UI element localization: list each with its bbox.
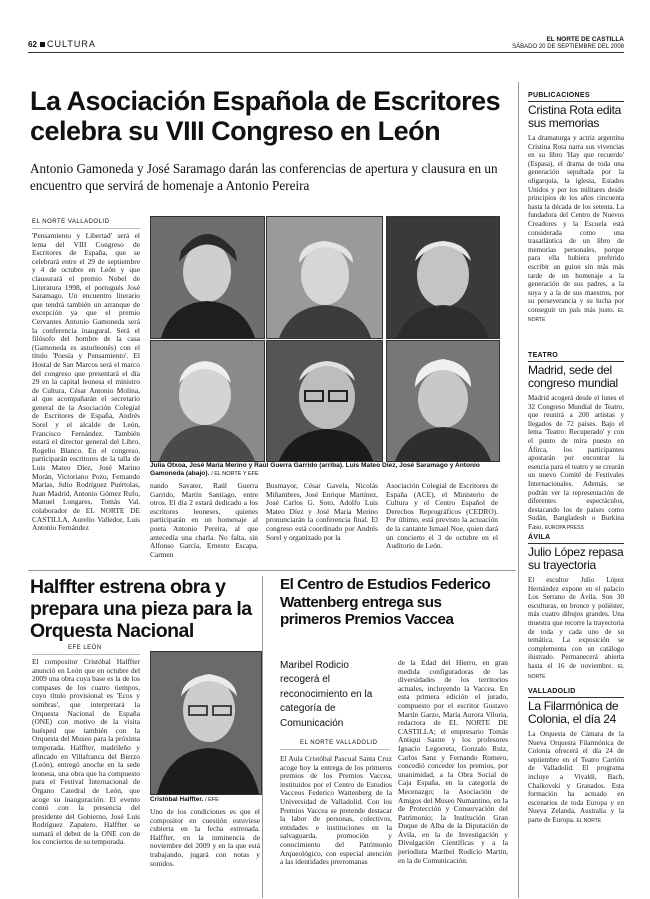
portrait-image <box>151 341 264 461</box>
sidebar-section-title: La Filarmónica de Colonia, el día 24 <box>528 699 619 726</box>
halffter-byline: EFE LEÓN <box>68 645 102 651</box>
vaccea-headline: El Centro de Estudios Federico Wattenberg entrega sus primeros Premios Vaccea <box>280 576 491 628</box>
main-col4: Asociación Colegial de Escritores de España (ACE), el Ministerio de Cultura y el Centro Español de Derechos Reprográficos (CEDRO). Por último, está previsto la actuación de la cantante Ismael Noe, quien dará un concierto el 3 de octubre en el Auditorio de León. <box>386 481 498 551</box>
vaccea-col1: El Aula Cristóbal Pascual Santa Cruz acoge hoy la entrega de los primeros premios de los Premios Vaccea, instituidos por el Centro de Estudios Vacceos Federico Wattenberg de la Universidad de Valladolid. Con los Premios Vaccea se pretende destacar la labor de personas, colectivos, entidades e instituciones en la salvaguarda, promoción y conocimiento del Patrimonio Arqueológico, con especial atención a las identidades prerromanas <box>280 754 392 867</box>
photo-cristobal-halffter <box>150 651 262 795</box>
sidebar-section-text <box>528 134 624 342</box>
sidebar-section-title: Madrid, sede del congreso mundial <box>528 363 618 390</box>
main-photo-caption-text: Julia Otxoa, José María Merino y Raúl Guerra Garrido (arriba). Luis Mateo Díez, José Saramago y Antonio Gamoneda (abajo). <box>150 462 480 477</box>
sidebar-section-title: Cristina Rota edita sus memorias <box>528 103 622 130</box>
halffter-photo-credit: / EFE <box>205 797 219 803</box>
halffter-photo-caption <box>150 796 260 803</box>
sidebar-section-credit: EL NORTE <box>528 307 624 324</box>
portrait-image <box>151 217 264 338</box>
vaccea-col2: de la Edad del Hierro, en gran medida configuradoras de las diversidades de los territorios actuales, incluyendo la Vaccea. En esta primera edición el jurado, compuesto por el escritor Gustavo Martín Garzo, María Aurora Viloria, redactora de EL NORTE DE CASTILLA; el empresario Tomás Antiqui Sastre y los profesores Ignacio Legorreta, Gonzalo Ruiz, Carlos Sanz y Fernando Romero, concedió conceder los premios, por unanimidad, a la Obra Social de Caja España, en la categoría de Mecenazgo; la Asociación de Amigos del Museo Numantino, en la de Protección y Conservación del Patrimonio; la Institución Gran Duque de Alba de la Diputación de Ávila, en la de Investigación y Divulgación Científicas y a la periodista Maribel Rodicio Martín, en la de Comunicación. <box>398 658 508 865</box>
page-date: SÁBADO 20 DE SEPTIEMBRE DEL 2008 <box>512 44 624 50</box>
sidebar-divider <box>518 82 519 898</box>
sidebar-section-label: PUBLICACIONES <box>528 92 590 99</box>
sidebar-section-body: Madrid acogerá desde el lunes el 32 Congreso Mundial de Teatro, que reunirá a 200 artistas y llegados de 72 países. Bajo el lema 'Teatro: Recuperado' y con el punto de mira puesto en Áfirca, los participantes apostarán por encontrar la esencia para el teatro y se crearán un nuevo Comité de Festivales Internacionales. Además, se podrán ver la representación de diferentes espectáculos, destacando los de países como Sudán, Bangladesh o Burkina Faso. <box>528 394 624 531</box>
halffter-byline-rule <box>32 654 140 655</box>
lower-divider <box>28 570 516 571</box>
section-label: CULTURA <box>47 39 96 49</box>
section-square-icon <box>40 42 45 47</box>
lower-column-divider <box>262 576 263 898</box>
main-headline <box>30 86 520 146</box>
sidebar-section-body: La Orquesta de Cámara de la Nueva Orquesta Filarmónica de Colonia ofrecerá el día 24 de septiembre en el Teatro Carrión de Valladolid. El programa incluye a Vivaldi, Bach, Chaikovski y Granados. Esta formación ha actuado en escenarios de toda Europa y en Nueva Zelanda, Australia y la parte de Europa. <box>528 730 624 824</box>
vaccea-pull-quote: Maribel Rodicio recogerá el reconocimiento en la categoría de Comunicación <box>280 660 373 729</box>
portrait-image <box>267 217 382 338</box>
sidebar-section-credit: EL NORTE <box>528 663 624 680</box>
byline-rule <box>32 228 140 229</box>
sidebar-section-body: El escultor Julio López Hernández expone en el palacio Los Serrano de Ávila. Son 30 esculturas, en bronce y poliéster, más cuatro dibujos grandes. Una muestra que recorre la trayectoria de toda y cada uno de su temática. La exposición se complementa con un catálogo ilustrado. Permanecerá abierta hasta el 16 de noviembre. <box>528 576 624 670</box>
vaccea-byline: EL NORTE VALLADOLID <box>300 740 378 746</box>
main-byline: EL NORTE VALLADOLID <box>32 219 110 225</box>
photo-julia-otxoa <box>150 216 265 339</box>
vaccea-byline-rule <box>280 749 390 750</box>
sidebar-section-text <box>528 576 624 680</box>
photo-jose-maria-merino <box>266 216 383 339</box>
sidebar-section-rule <box>528 361 624 362</box>
photo-jose-saramago <box>266 340 383 462</box>
sidebar-section-text <box>528 394 624 531</box>
newspaper-name: EL NORTE DE CASTILLA <box>546 36 624 43</box>
main-headline-line1: La Asociación Española de Escritores <box>30 86 501 116</box>
page-header <box>28 36 624 51</box>
sidebar-section-text <box>528 730 624 894</box>
portrait-image <box>267 341 382 461</box>
photo-antonio-gamoneda <box>386 340 500 462</box>
portrait-image <box>151 652 261 794</box>
halffter-col2: Uno de los condiciones es que el compositor en cuestión estuviese cubierta en la fecha estrenada. Halffter, en la inminencia de noviembre del 2009 y en la que está trabajando, jugará con notas y sonidos. <box>150 807 260 868</box>
main-col2: nando Savater, Raúl Guerra Garrido, Martín Santiago, entre otros. El día 2 estará dedicado a los escritores leoneses, quienes participarán en un homenaje al poeta Antonio Pereira, al que antecedía una charla. No falta, sin Alfonso García, Ernesto Escapa, Carmen <box>150 481 258 559</box>
sidebar-section-rule <box>528 697 624 698</box>
main-photo-caption <box>150 462 500 478</box>
sidebar-section-label: ÁVILA <box>528 534 551 541</box>
sidebar-section-title: Julio López repasa su trayectoria <box>528 545 624 572</box>
halffter-headline: Halffter estrena obra y prepara una pieza para la Orquesta Nacional <box>30 576 252 642</box>
main-col1: 'Pensamiento y Libertad' será el lema del VIII Congreso de Escritores de España, que se celebrará entre el 29 de septiembre y 4 de octubre en León y que clausurará el premio Nobel de Literatura 1998, el portugués José Saramago. Un encuentro literario que tendrá también un arranque de excepción ya que el premio Cervantes Antonio Gamoneda será la conferencia inaugural. Será el filósofo del hombre de la casa (Gamoneda es asturleonés) con el título 'Poesía y Pensamiento'. El Hostal de San Marcos será el marco del congreso que presentará el día 29 en la capital leonesa el ministro de Cultura, César Antonio Molina, al que acompañarán el secretario general de la Asociación Colegial de Escritores de España, Andrés Sorel y el alcalde de León, Francisco Fernández. También estará el director general del Libro, Rogelio Blanco. En el congreso, participarán escritores de la talla de Luis Mateo Díez, José Marino Morán, Victoriano Pozo, Fernando Marías, Julio Rodríguez Puértolas, Juan Madrid, Antonio Gómez Rufo, Manuel Longares, Tomás Val, colaborador de EL NORTE DE CASTILLA, Aurelio Valledor, Luis Antonio Fernández <box>32 231 140 533</box>
portrait-image <box>387 341 499 461</box>
photo-raul-guerra-garrido <box>386 216 500 339</box>
portrait-image <box>387 217 499 338</box>
sidebar-section-rule <box>528 543 624 544</box>
main-headline-line2: celebra su VIII Congreso en León <box>30 116 441 146</box>
sidebar-section-label: VALLADOLID <box>528 688 576 695</box>
sidebar-section-credit: EL NORTE <box>576 817 602 824</box>
page-number: 62 <box>28 40 37 49</box>
main-photo-credit: / EL NORTE Y EFE <box>211 471 259 477</box>
photo-luis-mateo-diez <box>150 340 265 462</box>
sidebar-section-credit: EUROPA PRESS <box>544 524 584 531</box>
main-col3: Busmayor, César Gavela, Nicolás Miñambres, José Enrique Martínez, José Carlos G. Soto, Adolfo Luis Mateo Díez y José María Merino pronunciarán la conferencia final. El congreso está coordinado por Andrés Sorel y organizado por la <box>266 481 378 542</box>
header-rule <box>28 52 624 53</box>
halffter-photo-caption-text: Cristóbal Halffter. <box>150 796 204 803</box>
sidebar-section-rule <box>528 101 624 102</box>
sidebar-section-body: La dramaturga y actriz argentina Cristina Rota narra sus vivencias en su libro 'Hay que recuerdo' (Espasa), el drama de toda una generación sepultada por la oligarquía, la iglesia, Estados Unidos y por los militares desde principios de los años cincuenta hasta la década de los setenta. La fundadora del Centro de Nuevos Creadores y la Escuela está considerada como una trasatlántica de un libro de memorias personales, porque para ella hubiera preferido escribir un guion sin más más tarde de un homenaje a la generación de sus padres, a la suya y a la de sus maestros, por su perseverancia y su lucha por conseguir un país más justo. <box>528 134 624 314</box>
sidebar-section-label: TEATRO <box>528 352 559 359</box>
main-subhead: Antonio Gamoneda y José Saramago darán las conferencias de apertura y clausura en un encuentro que servirá de homenaje a Antonio Pereira <box>30 161 498 193</box>
halffter-col1: El compositor Cristóbal Halffter anunció en León que en octubre del 2009 una obra cuya base es la de los compases de los cuatro tiempos, cuyo título provisional es 'Ecos y sombras', que interpretará la Orquesta Nacional de España (ONE) con motivo de la visita huésped que también con la Orquesta del Museo para la próxima temporada. Halffter, madrileño y afincado en Villafranca del Bierzo (León), entregó anoche en la sede leonesa, una obra que ha compuesto para el Festival Internacional de Órgano Catedral de León, que acoge su inauguración. El evento contó con la presencia del presidente del Gobierno, José Luis Rodríguez Zapatero. Halffter se sumará el debut de la ONE con de los conciertos de su temporada. <box>32 657 140 847</box>
